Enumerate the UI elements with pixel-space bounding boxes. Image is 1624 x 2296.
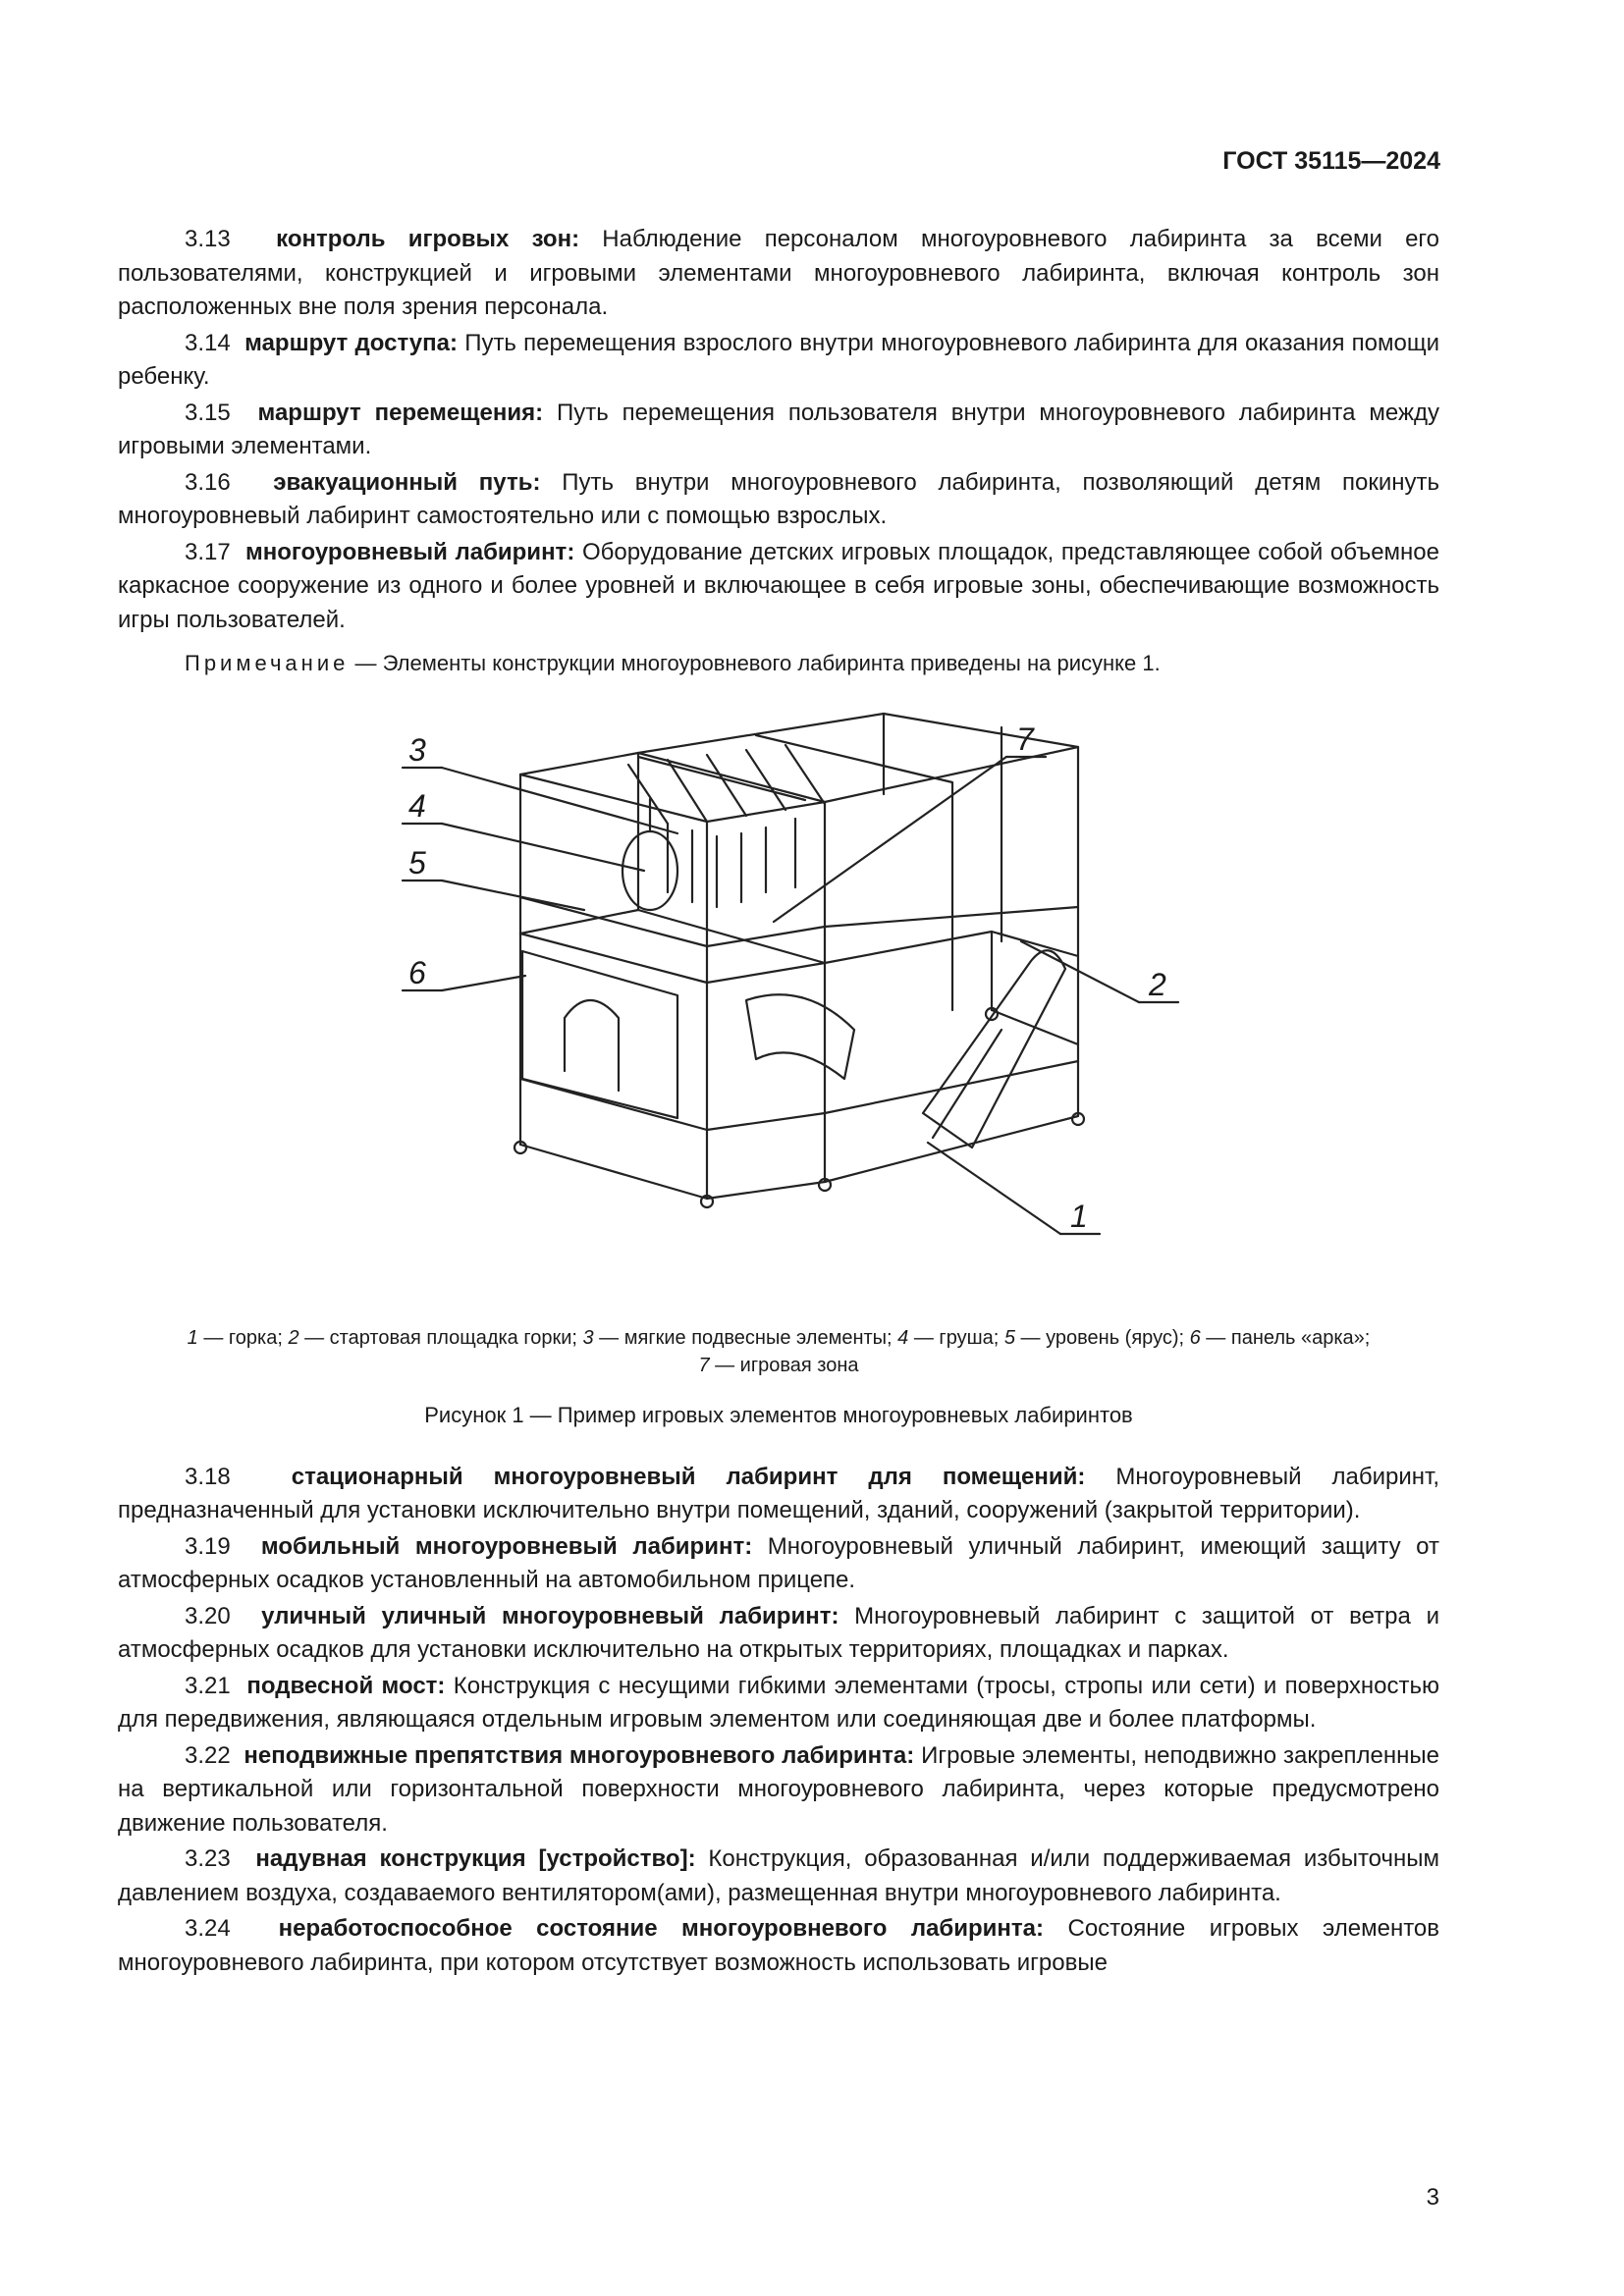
definition-3-23 <box>118 1842 1439 1910</box>
definition-3-13 <box>118 223 1439 325</box>
legend-text: — игровая зона <box>709 1355 859 1376</box>
def-term: контроль игровых зон: <box>276 226 580 252</box>
def-text: Путь перемещения пользователя внутри многоуровневого лабиринта между игровыми элементами. <box>118 399 1439 459</box>
callout-5: 5 <box>408 845 426 881</box>
definitions-top <box>118 223 1439 637</box>
page-number: 3 <box>1426 2184 1439 2211</box>
callout-4: 4 <box>408 788 426 824</box>
callout-2: 2 <box>1149 967 1166 1002</box>
document-id: ГОСТ 35115—2024 <box>1222 147 1440 175</box>
def-number: 3.21 <box>185 1672 231 1699</box>
figure-legend <box>118 1324 1439 1379</box>
legend-num: 3 <box>582 1327 594 1349</box>
def-number: 3.15 <box>185 399 231 426</box>
def-number: 3.22 <box>185 1741 231 1769</box>
legend-num: 5 <box>1003 1327 1015 1349</box>
def-term: уличный уличный многоуровневый лабиринт: <box>261 1602 839 1629</box>
definition-3-16 <box>118 466 1439 534</box>
callout-3: 3 <box>408 732 426 768</box>
definition-3-24 <box>118 1912 1439 1980</box>
def-term: неработоспособное состояние многоуровневого лабиринта: <box>278 1915 1045 1942</box>
def-text: Путь перемещения взрослого внутри многоуровневого лабиринта для оказания помощи ребенку. <box>118 329 1439 390</box>
legend-text: — уровень (ярус); <box>1015 1327 1190 1349</box>
def-text: Наблюдение персоналом многоуровневого лабиринта за всеми его пользователями, конструкцией и игровыми элементами многоуровневого лабиринта, включая контроль зон расположенных вне поля зрения персонала. <box>118 226 1439 320</box>
def-term: многоуровневый лабиринт: <box>244 538 575 565</box>
callout-6: 6 <box>408 955 426 990</box>
def-number: 3.18 <box>185 1463 231 1490</box>
definition-3-20 <box>118 1600 1439 1668</box>
def-number: 3.19 <box>185 1532 231 1560</box>
def-text: Игровые элементы, неподвижно закрепленные на вертикальной или горизонтальной поверхности многоуровневого лабиринта, через которые предусмотрено движение пользователя. <box>118 1741 1439 1837</box>
def-term: неподвижные препятствия многоуровневого лабиринта: <box>244 1741 915 1769</box>
def-number: 3.13 <box>185 226 231 252</box>
legend-line-1 <box>118 1324 1439 1352</box>
definition-3-18 <box>118 1461 1439 1528</box>
legend-text: — мягкие подвесные элементы; <box>593 1327 898 1349</box>
legend-num: 6 <box>1189 1327 1201 1349</box>
def-term: стационарный многоуровневый лабиринт для помещений: <box>291 1463 1086 1490</box>
figure-1 <box>118 706 1439 1314</box>
note <box>118 649 1439 678</box>
note-label: Примечание <box>185 651 350 675</box>
def-term: эвакуационный путь: <box>273 468 541 496</box>
legend-line-2 <box>118 1352 1439 1379</box>
def-text: Многоуровневый уличный лабиринт, имеющий защиту от атмосферных осадков установленный на автомобильном прицепе. <box>118 1532 1439 1593</box>
def-number: 3.20 <box>185 1602 231 1629</box>
legend-num: 7 <box>698 1355 710 1376</box>
def-text: Состояние игровых элементов многоуровневого лабиринта, при котором отсутствует возможность использовать игровые <box>118 1915 1440 1976</box>
def-number: 3.16 <box>185 468 231 496</box>
def-text: Многоуровневый лабиринт, предназначенный для установки исключительно внутри помещений, зданий, сооружений (закрытой территории). <box>118 1463 1439 1523</box>
legend-text: — груша; <box>908 1327 1004 1349</box>
def-term: маршрут перемещения: <box>257 399 544 426</box>
def-number: 3.14 <box>185 329 231 356</box>
def-text: Оборудование детских игровых площадок, представляющее собой объемное каркасное сооружение из одного и более уровней и включающее в себя игровые зоны, обеспечивающие возможность игры пользователей. <box>118 538 1439 633</box>
def-text: Конструкция с несущими гибкими элементами (тросы, стропы или сети) и поверхностью для передвижения, являющаяся отдельным игровым элементом или соединяющая две и более платформы. <box>118 1672 1440 1733</box>
callout-1: 1 <box>1070 1199 1088 1234</box>
def-term: надувная конструкция [устройство]: <box>255 1845 696 1872</box>
hanging-elements <box>668 819 795 907</box>
legend-num: 1 <box>187 1327 198 1349</box>
body-text <box>118 223 1439 1982</box>
frame-top <box>520 747 1078 956</box>
legend-text: — горка; <box>197 1327 289 1349</box>
note-text: — Элементы конструкции многоуровневого лабиринта приведены на рисунке 1. <box>349 651 1161 675</box>
definitions-bottom <box>118 1461 1439 1981</box>
def-number: 3.23 <box>185 1845 231 1872</box>
definition-3-17 <box>118 536 1439 638</box>
figure-caption: Рисунок 1 — Пример игровых элементов многоуровневых лабиринтов <box>424 1403 1133 1427</box>
legend-num: 2 <box>288 1327 299 1349</box>
def-number: 3.24 <box>185 1915 231 1942</box>
def-text: Многоуровневый лабиринт с защитой от ветра и атмосферных осадков для установки исключительно на открытых территориях, площадках и парках. <box>118 1602 1439 1663</box>
def-term: маршрут доступа: <box>244 329 458 356</box>
def-number: 3.17 <box>185 538 231 565</box>
definition-3-21 <box>118 1670 1439 1737</box>
definition-3-22 <box>118 1739 1439 1842</box>
def-text: Путь внутри многоуровневого лабиринта, позволяющий детям покинуть многоуровневый лабиринт самостоятельно или с помощью взрослых. <box>118 468 1439 529</box>
punching-bag <box>623 831 677 910</box>
maze-drawing <box>118 706 1439 1314</box>
def-term: подвесной мост: <box>246 1672 446 1699</box>
legend-text: — панель «арка»; <box>1200 1327 1371 1349</box>
definition-3-19 <box>118 1530 1439 1598</box>
callout-7: 7 <box>1016 721 1034 757</box>
def-term: мобильный многоуровневый лабиринт: <box>260 1532 753 1560</box>
legend-text: — стартовая площадка горки; <box>298 1327 583 1349</box>
def-text: Конструкция, образованная и/или поддерживаемая избыточным давлением воздуха, создаваемого вентилятором(ами), размещенная внутри многоуровневого лабиринта. <box>118 1845 1440 1906</box>
definition-3-15 <box>118 397 1439 464</box>
arch-panel <box>522 951 677 1118</box>
legend-num: 4 <box>897 1327 909 1349</box>
tunnel <box>746 994 854 1079</box>
definition-3-14 <box>118 327 1439 395</box>
